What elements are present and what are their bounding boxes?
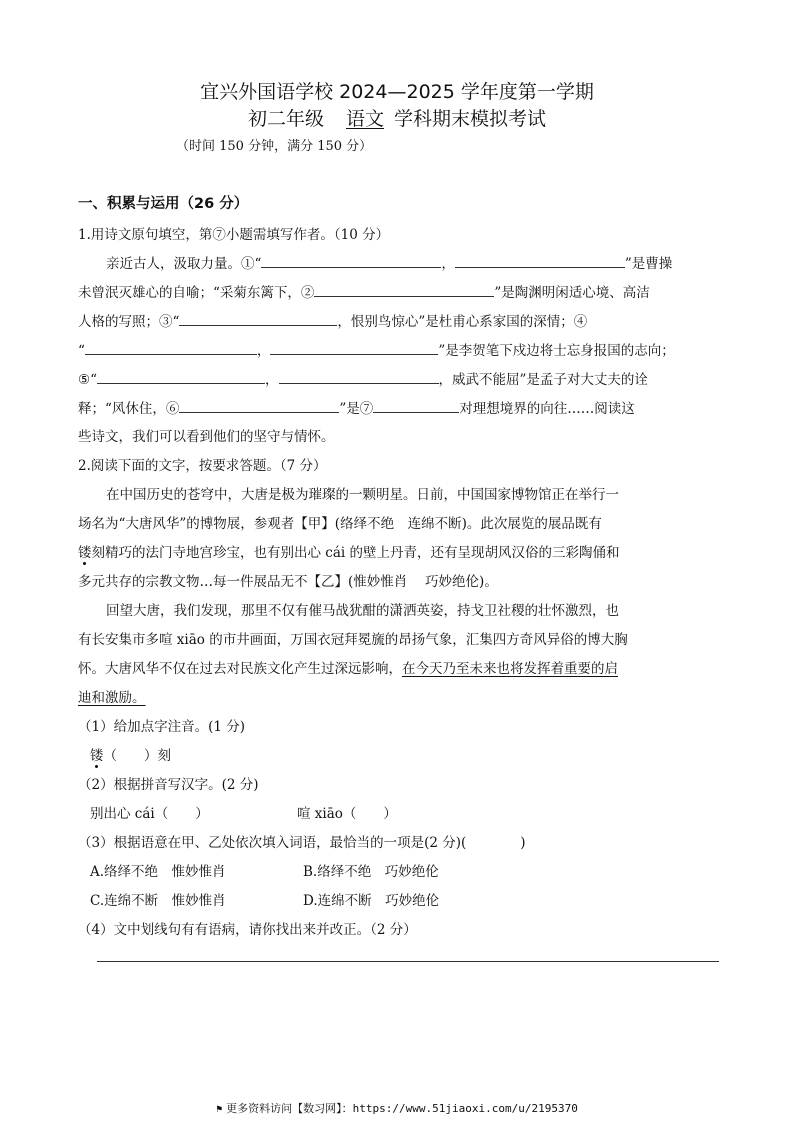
dotted-char: 镂 <box>90 748 104 764</box>
answer-blank-4b[interactable] <box>270 340 438 355</box>
footer-link[interactable]: 更多资料访问【数习网】：https://www.51jiaoxi.com/u/2195370 <box>226 1102 578 1115</box>
exam-title-subject <box>0 107 794 131</box>
time-info: （时间 150 分钟，满分 150 分） <box>176 139 373 154</box>
exam-name: 学科期末模拟考试 <box>394 108 547 130</box>
answer-blank-5a[interactable] <box>97 369 265 384</box>
subject-label: 语文 <box>345 108 384 130</box>
subq2-prompt: （2）根据拼音写汉字。(2 分) <box>78 777 259 793</box>
subq2-answer-b[interactable]: 喧 xiāo（ ） <box>297 806 397 822</box>
passage-line <box>78 688 146 708</box>
answer-blank-7[interactable] <box>373 398 459 413</box>
q1-line: 些诗文，我们可以看到他们的坚守与情怀。 <box>78 429 335 445</box>
option-b[interactable]: B.络绎不绝 巧妙绝伦 <box>303 864 439 880</box>
q1-prompt: 1.用诗文原句填空，第⑦小题需填写作者。（10 分） <box>78 227 390 243</box>
q1-line: 亲近古人，汲取力量。①“ ， ”是曹操 <box>106 253 672 274</box>
q1-line: ⑤“ ， ，威武不能屈”是孟子对大丈夫的诠 <box>78 369 648 390</box>
subq1-answer <box>90 746 171 766</box>
subq4-prompt: （4）文中划线句有有语病，请你找出来并改正。（2 分） <box>78 922 417 938</box>
grade-label: 初二年级 <box>247 108 324 130</box>
answer-blank-1a[interactable] <box>261 253 441 268</box>
passage-line: 怀。大唐风华不仅在过去对民族文化产生过深远影响，在今天乃至未来也将发挥着重要的启 <box>78 661 618 677</box>
passage-line: 镂刻精巧的法门寺地宫珍宝，也有别出心 cái 的壁上丹青，还有呈现胡风汉俗的三彩陶俑和 <box>78 545 620 561</box>
answer-paren[interactable]: （ ）刻 <box>103 748 171 764</box>
subq1-prompt: （1）给加点字注音。(1 分) <box>78 719 246 735</box>
passage-line: 多元共存的宗教文物…每一件展品无不【乙】(惟妙惟肖 巧妙绝伦)。 <box>78 574 498 590</box>
footer <box>0 1100 794 1116</box>
passage-line: 在中国历史的苍穹中，大唐是极为璀璨的一颗明星。日前，中国国家博物馆正在举行一 <box>106 487 619 503</box>
answer-blank-4a[interactable] <box>85 340 257 355</box>
option-d[interactable]: D.连绵不断 巧妙绝伦 <box>303 893 440 909</box>
q1-line: 释；“风休住，⑥ ”是⑦ 对理想境界的向往……阅读这 <box>78 398 635 419</box>
option-c[interactable]: C.连绵不断 惟妙惟肖 <box>90 893 226 909</box>
underlined-sentence: 迪和激励。 <box>78 690 146 706</box>
q1-line: 人格的写照；③“ ，恨别鸟惊心”是杜甫心系家国的深情；④ <box>78 311 587 332</box>
section-heading: 一、积累与运用（26 分） <box>78 196 249 212</box>
q2-prompt: 2.阅读下面的文字，按要求答题。（7 分） <box>78 458 327 474</box>
option-a[interactable]: A.络绎不绝 惟妙惟肖 <box>90 864 226 880</box>
passage-line: 有长安集市多喧 xiāo 的市井画面，万国衣冠拜冕旒的昂扬气象，汇集四方奇风异俗的博大胸 <box>78 632 628 648</box>
dotted-char: 镂 <box>78 545 92 561</box>
answer-blank-3[interactable] <box>179 311 337 326</box>
subq3-prompt: （3）根据语意在甲、乙处依次填入词语，最恰当的一项是(2 分)( ) <box>78 835 526 851</box>
flag-icon: ⚑ <box>216 1104 223 1115</box>
passage-line: 场名为“大唐风华”的博物展，参观者【甲】(络绎不绝 连绵不断)。此次展览的展品既有 <box>78 516 602 532</box>
underlined-sentence: 在今天乃至未来也将发挥着重要的启 <box>402 661 618 677</box>
q1-line: “ ， ”是李贺笔下戍边将士忘身报国的志向； <box>78 340 675 361</box>
answer-blank-6[interactable] <box>179 398 339 413</box>
answer-line[interactable] <box>97 961 719 962</box>
answer-blank-5b[interactable] <box>279 369 439 384</box>
passage-line: 回望大唐，我们发现，那里不仅有催马战犹酣的潇洒英姿，持戈卫社稷的壮怀激烈，也 <box>106 603 619 619</box>
subq2-answer-a[interactable]: 别出心 cái（ ） <box>90 806 209 822</box>
answer-blank-1b[interactable] <box>455 253 625 268</box>
answer-blank-2[interactable] <box>314 282 494 297</box>
exam-title-school: 宜兴外国语学校 2024—2025 学年度第一学期 <box>200 81 594 103</box>
q1-line: 未曾泯灭雄心的自喻；“采菊东篱下，② ”是陶渊明闲适心境、高洁 <box>78 282 650 303</box>
